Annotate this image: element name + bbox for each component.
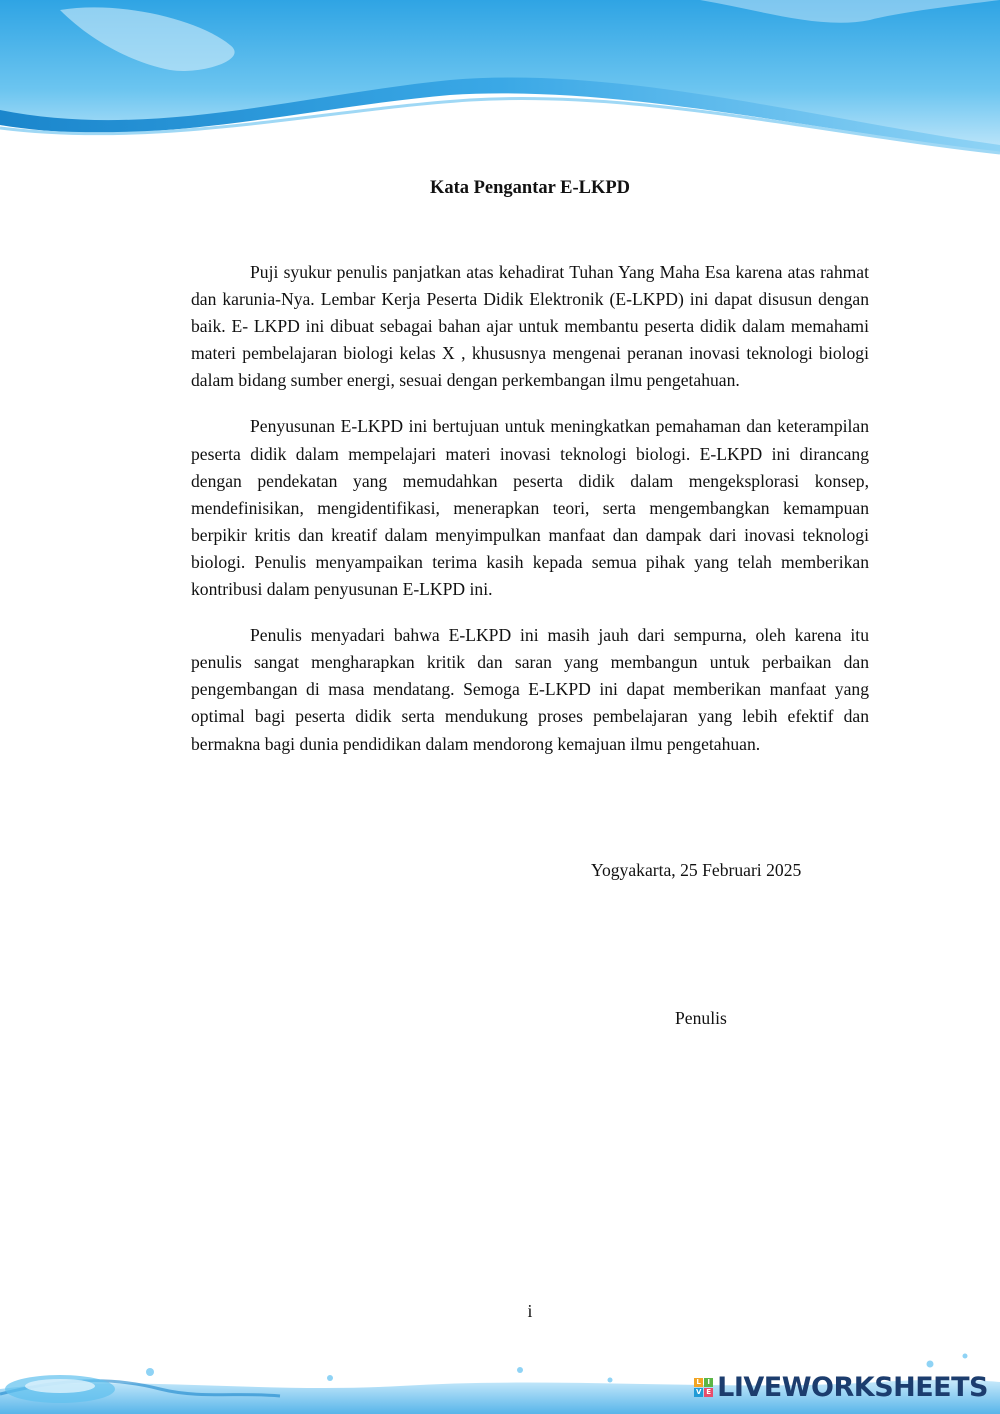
- liveworksheets-brand: [694, 1372, 988, 1403]
- liveworksheets-logo-icon: [694, 1378, 713, 1397]
- logo-letter-e: E: [704, 1388, 713, 1397]
- liveworksheets-wordmark: LIVEWORKSHEETS: [717, 1372, 988, 1403]
- author-signature: Penulis: [675, 1008, 727, 1028]
- paragraph-2: Penyusunan E-LKPD ini bertujuan untuk meningkatkan pemahaman dan keterampilan peserta didik dalam mempelajari materi inovasi teknologi biologi. E-LKPD ini dirancang dengan pendekatan yang memudahkan peserta didik dalam mengeksplorasi konsep, mendefinisikan, mengidentifikasi, menerapkan teori, serta mengembangkan kemampuan berpikir kritis dan kreatif dalam menyimpulkan manfaat dan dampak dari inovasi teknologi biologi. Penulis menyampaikan terima kasih kepada semua pihak yang telah memberikan kontribusi dalam penyusunan E-LKPD ini.: [191, 416, 869, 600]
- paragraph-1: Puji syukur penulis panjatkan atas kehadirat Tuhan Yang Maha Esa karena atas rahmat dan karunia-Nya. Lembar Kerja Peserta Didik Elektronik (E-LKPD) ini dapat disusun dengan baik. E- LKPD ini dibuat sebagai bahan ajar untuk membantu peserta didik dalam memahami materi pembelajaran biologi kelas X , khususnya mengenai peranan inovasi teknologi biologi dalam bidang sumber energi, sesuai dengan perkembangan ilmu pengetahuan.: [191, 262, 869, 391]
- place-date-line: Yogyakarta, 25 Februari 2025: [591, 860, 802, 880]
- logo-letter-i: I: [704, 1378, 713, 1387]
- page-number: i: [527, 1301, 533, 1321]
- document-title: Kata Pengantar E-LKPD: [429, 178, 631, 198]
- logo-letter-l: L: [694, 1378, 703, 1387]
- paragraph-3: Penulis menyadari bahwa E-LKPD ini masih jauh dari sempurna, oleh karena itu penulis sangat mengharapkan kritik dan saran yang membangun untuk perbaikan dan pengembangan di masa mendatang. Semoga E-LKPD ini dapat memberikan manfaat yang optimal bagi peserta didik serta mendukung proses pembelajaran yang lebih efektif dan bermakna bagi dunia pendidikan dalam mendorong kemajuan ilmu pengetahuan.: [191, 625, 869, 754]
- header-wave-banner: [0, 0, 1000, 160]
- document-body: [191, 259, 869, 777]
- logo-letter-v: V: [695, 1388, 702, 1396]
